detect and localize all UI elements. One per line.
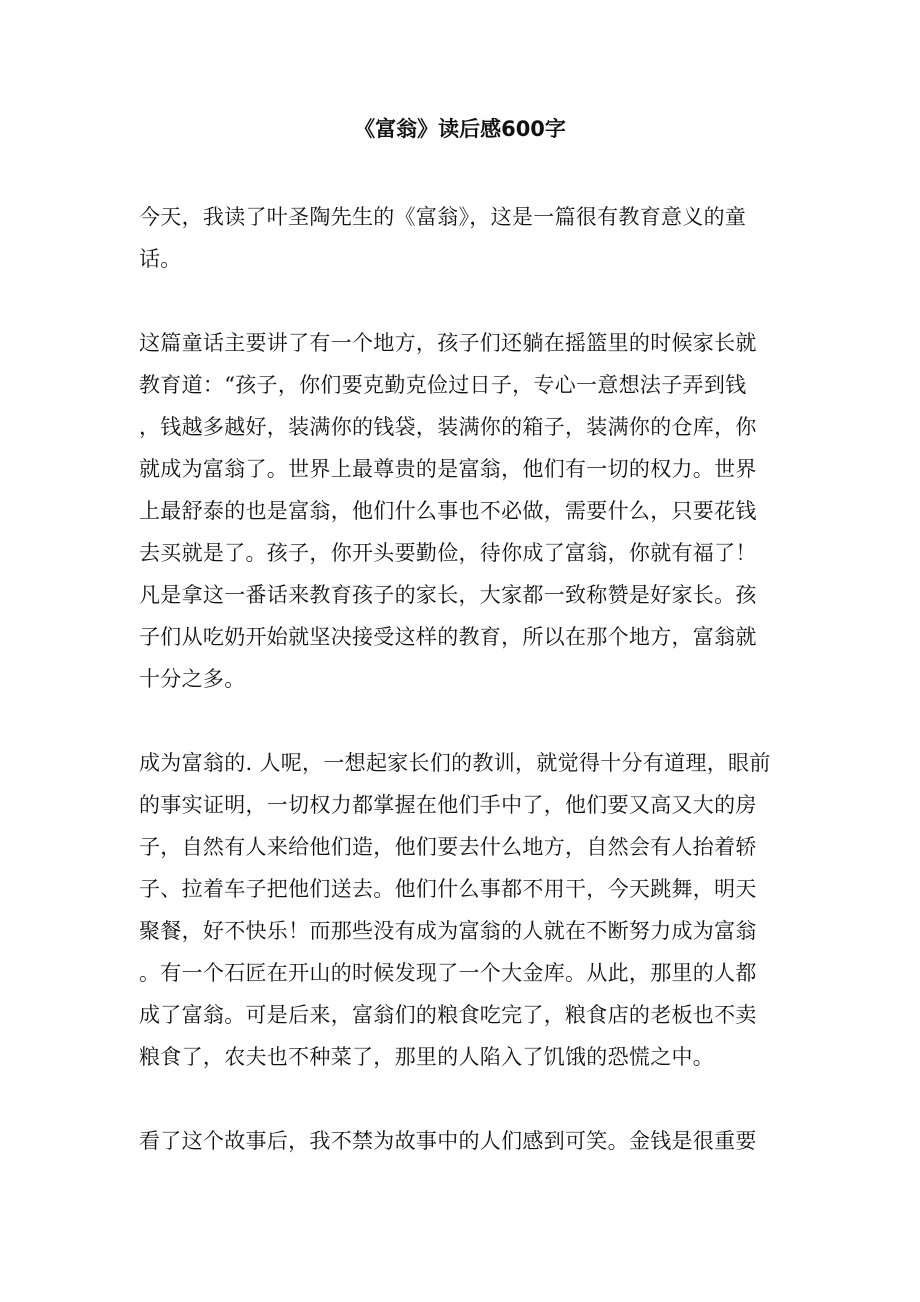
text-line: 这篇童话主要讲了有一个地方，孩子们还躺在摇篮里的时候家长就 xyxy=(139,331,757,355)
text-line: 凡是拿这一番话来教育孩子的家长，大家都一致称赞是好家长。孩 xyxy=(139,583,757,607)
text-line: 上最舒泰的也是富翁，他们什么事也不必做，需要什么，只要花钱 xyxy=(139,499,757,523)
text-line: 成了富翁。可是后来，富翁们的粮食吃完了，粮食店的老板也不卖 xyxy=(139,1003,757,1027)
text-line: 话。 xyxy=(139,247,182,271)
text-line: 子，自然有人来给他们造，他们要去什么地方，自然会有人抬着轿 xyxy=(139,835,757,859)
text-line: 粮食了，农夫也不种菜了，那里的人陷入了饥饿的恐慌之中。 xyxy=(139,1045,715,1069)
text-line: ，钱越多越好，装满你的钱袋，装满你的箱子，装满你的仓库，你 xyxy=(139,415,757,439)
text-line: 聚餐，好不快乐！而那些没有成为富翁的人就在不断努力成为富翁 xyxy=(139,919,757,943)
paragraph-4 xyxy=(139,1120,757,1162)
text-line: 去买就是了。孩子，你开头要勤俭，待你成了富翁，你就有福了！ xyxy=(139,541,757,565)
text-line: 看了这个故事后，我不禁为故事中的人们感到可笑。金钱是很重要 xyxy=(139,1129,757,1153)
text-line: 的事实证明，一切权力都掌握在他们手中了，他们要又高又大的房 xyxy=(139,793,757,817)
text-line: 子、拉着车子把他们送去。他们什么事都不用干，今天跳舞，明天 xyxy=(139,877,757,901)
text-line: 教育道：“孩子，你们要克勤克俭过日子，专心一意想法子弄到钱 xyxy=(139,373,747,397)
text-line: 成为富翁的. 人呢，一想起家长们的教训，就觉得十分有道理，眼前 xyxy=(139,751,771,775)
text-line: 。有一个石匠在开山的时候发现了一个大金库。从此，那里的人都 xyxy=(139,961,757,985)
text-line: 十分之多。 xyxy=(139,667,246,691)
text-line: 就成为富翁了。世界上最尊贵的是富翁，他们有一切的权力。世界 xyxy=(139,457,757,481)
text-line: 今天，我读了叶圣陶先生的《富翁》，这是一篇很有教育意义的童 xyxy=(139,205,747,229)
paragraph-3 xyxy=(139,742,771,1078)
document-title: 《富翁》读后感600字 xyxy=(354,117,566,141)
paragraph-1 xyxy=(139,196,746,280)
paragraph-2 xyxy=(139,322,757,700)
text-line: 子们从吃奶开始就坚决接受这样的教育，所以在那个地方，富翁就 xyxy=(139,625,757,649)
